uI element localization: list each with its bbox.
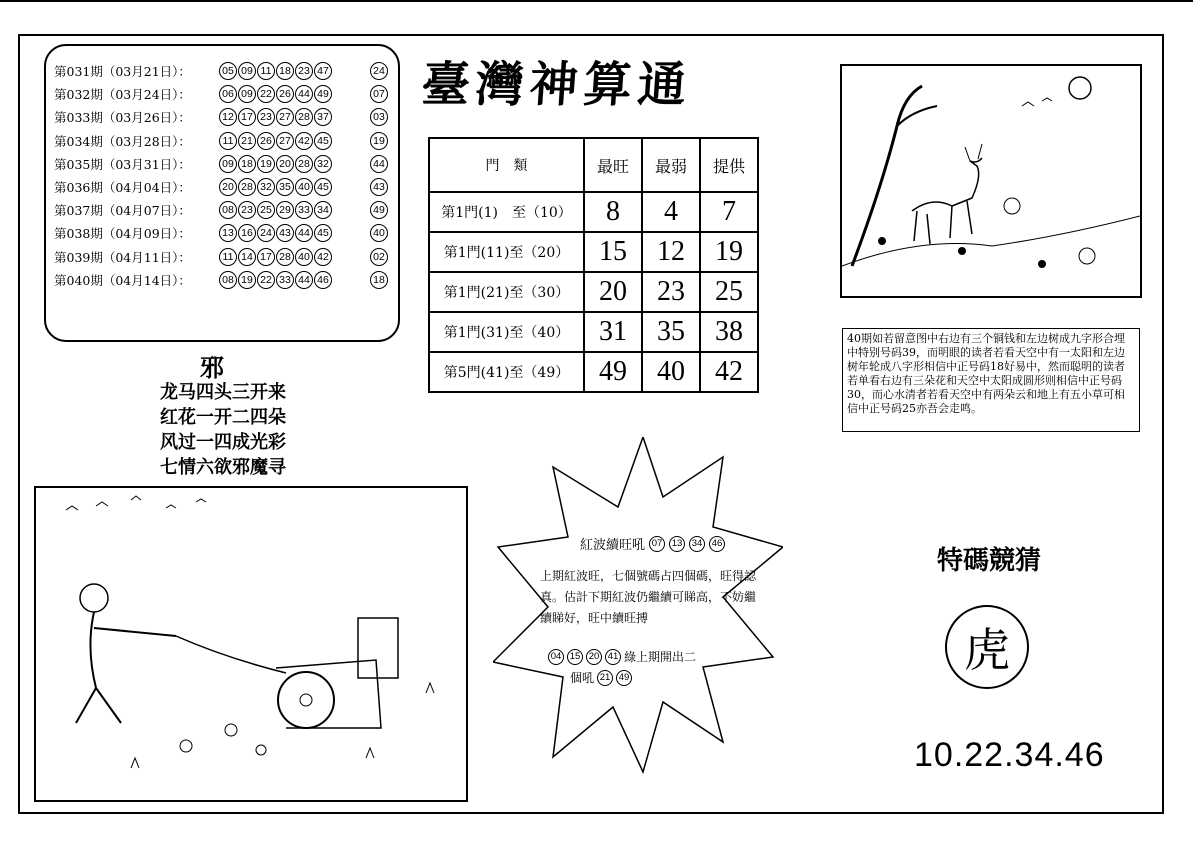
history-label: 第032期（03月24日）： bbox=[54, 87, 191, 103]
header-category: 門 類 bbox=[429, 138, 584, 192]
row-category: 第1門(31)至（40） bbox=[429, 312, 584, 352]
history-balls bbox=[219, 108, 332, 126]
burst-balls-line1 bbox=[548, 648, 696, 665]
special-ball: 43 bbox=[370, 178, 388, 196]
ball: 20 bbox=[276, 155, 294, 173]
poem-line: 风过一四成光彩 bbox=[160, 432, 286, 453]
ball: 41 bbox=[605, 649, 621, 665]
ball: 11 bbox=[219, 248, 237, 266]
ball: 21 bbox=[597, 670, 613, 686]
title-ball: 13 bbox=[669, 536, 685, 552]
history-balls bbox=[219, 85, 332, 103]
special-ball: 40 bbox=[370, 224, 388, 242]
ball: 17 bbox=[257, 248, 275, 266]
ball: 44 bbox=[295, 85, 313, 103]
ball: 32 bbox=[257, 178, 275, 196]
ball: 08 bbox=[219, 271, 237, 289]
row-provided: 42 bbox=[700, 352, 758, 392]
ball: 09 bbox=[219, 155, 237, 173]
history-label: 第038期（04月09日）： bbox=[54, 226, 191, 242]
row-coldest: 12 bbox=[642, 232, 700, 272]
history-balls bbox=[219, 201, 332, 219]
row-category: 第1門(11)至（20） bbox=[429, 232, 584, 272]
ball: 45 bbox=[314, 224, 332, 242]
ball: 49 bbox=[616, 670, 632, 686]
history-row bbox=[54, 246, 394, 268]
special-guess-title: 特碼競猜 bbox=[937, 546, 1042, 576]
header-hottest: 最旺 bbox=[584, 138, 642, 192]
table-row bbox=[429, 312, 758, 352]
history-label: 第031期（03月21日）： bbox=[54, 64, 191, 79]
farmer-cart-icon bbox=[36, 488, 466, 800]
ball: 28 bbox=[238, 178, 256, 196]
special-ball: 44 bbox=[370, 155, 388, 173]
ball: 23 bbox=[295, 62, 313, 80]
ball: 44 bbox=[295, 271, 313, 289]
history-label: 第040期（04月14日）： bbox=[54, 272, 191, 288]
ball: 42 bbox=[295, 132, 313, 150]
header-provided: 提供 bbox=[700, 138, 758, 192]
ball: 17 bbox=[238, 108, 256, 126]
history-label: 第036期（04月04日）： bbox=[54, 180, 191, 195]
special-ball: 18 bbox=[370, 271, 388, 289]
ball: 26 bbox=[276, 85, 294, 103]
history-row bbox=[54, 60, 394, 82]
ball: 23 bbox=[238, 201, 256, 219]
burst-title-text: 紅波續旺吼 bbox=[580, 538, 646, 553]
row-coldest: 23 bbox=[642, 272, 700, 312]
ball: 29 bbox=[276, 201, 294, 219]
ball: 45 bbox=[314, 132, 332, 150]
special-ball: 07 bbox=[370, 85, 388, 103]
ball: 11 bbox=[219, 132, 237, 150]
history-balls bbox=[219, 132, 332, 150]
burst-balls-line2 bbox=[570, 669, 632, 686]
guess-numbers: 10.22.34.46 bbox=[914, 736, 1105, 774]
special-ball: 19 bbox=[370, 132, 388, 150]
ball: 13 bbox=[219, 224, 237, 242]
row-category: 第5門(41)至（49） bbox=[429, 352, 584, 392]
title-ball: 07 bbox=[649, 536, 665, 552]
ball: 22 bbox=[257, 85, 275, 103]
burst-text: 上期紅波旺，七個號碼占四個碼，旺得認真。估計下期紅波仍繼續可睇高，不妨繼續睇好，旺中續旺搏 bbox=[540, 569, 757, 625]
ball: 33 bbox=[276, 271, 294, 289]
ball: 20 bbox=[219, 178, 237, 196]
ball: 18 bbox=[238, 155, 256, 173]
row-provided: 7 bbox=[700, 192, 758, 232]
history-label: 第034期（03月28日）： bbox=[54, 133, 191, 149]
table-header-row bbox=[429, 138, 758, 192]
ball: 20 bbox=[586, 649, 602, 665]
ball: 08 bbox=[219, 201, 237, 219]
burst-before2: 個吼 bbox=[570, 671, 595, 685]
page-title: 臺灣神算通 bbox=[419, 57, 694, 113]
history-row bbox=[54, 176, 394, 198]
ball: 42 bbox=[314, 248, 332, 266]
row-hottest: 31 bbox=[584, 312, 642, 352]
row-coldest: 40 bbox=[642, 352, 700, 392]
row-provided: 25 bbox=[700, 272, 758, 312]
deer-scene-icon bbox=[842, 66, 1140, 296]
history-balls bbox=[219, 155, 332, 173]
ball: 26 bbox=[257, 132, 275, 150]
poem-line: 红花一开二四朵 bbox=[160, 407, 286, 428]
row-provided: 19 bbox=[700, 232, 758, 272]
ball: 27 bbox=[276, 132, 294, 150]
ball: 05 bbox=[219, 62, 237, 80]
special-ball: 03 bbox=[370, 108, 388, 126]
ball: 46 bbox=[314, 271, 332, 289]
title-ball: 46 bbox=[709, 536, 725, 552]
burst-title bbox=[580, 534, 725, 553]
ball: 49 bbox=[314, 85, 332, 103]
special-ball: 24 bbox=[370, 62, 388, 80]
ball: 06 bbox=[219, 85, 237, 103]
ball: 09 bbox=[238, 85, 256, 103]
ball: 22 bbox=[257, 271, 275, 289]
history-label: 第033期（03月26日）： bbox=[54, 110, 191, 126]
history-row bbox=[54, 269, 394, 291]
poem-line: 七情六欲邪魔寻 bbox=[160, 457, 286, 478]
ball: 28 bbox=[276, 248, 294, 266]
ball: 45 bbox=[314, 178, 332, 196]
farmer-illustration bbox=[34, 486, 468, 802]
deer-illustration bbox=[840, 64, 1142, 298]
history-row bbox=[54, 130, 394, 152]
ball: 47 bbox=[314, 62, 332, 80]
ball: 12 bbox=[219, 108, 237, 126]
poem bbox=[160, 380, 286, 480]
ball: 11 bbox=[257, 62, 275, 80]
poem-line: 龙马四头三开来 bbox=[160, 382, 286, 403]
history-row bbox=[54, 106, 394, 128]
title-ball: 34 bbox=[689, 536, 705, 552]
row-provided: 38 bbox=[700, 312, 758, 352]
history-row bbox=[54, 83, 394, 105]
ball: 16 bbox=[238, 224, 256, 242]
ball: 34 bbox=[314, 201, 332, 219]
ball: 18 bbox=[276, 62, 294, 80]
history-balls bbox=[219, 224, 332, 242]
ball: 37 bbox=[314, 108, 332, 126]
zodiac-animal: 虎 bbox=[945, 605, 1029, 689]
ball: 19 bbox=[238, 271, 256, 289]
draw-history-box bbox=[44, 44, 400, 342]
history-balls bbox=[219, 271, 332, 289]
row-coldest: 35 bbox=[642, 312, 700, 352]
ball: 14 bbox=[238, 248, 256, 266]
special-ball: 02 bbox=[370, 248, 388, 266]
ball: 40 bbox=[295, 248, 313, 266]
ball: 43 bbox=[276, 224, 294, 242]
history-balls bbox=[219, 62, 332, 80]
row-hottest: 49 bbox=[584, 352, 642, 392]
hint-note: 40期如若留意图中右边有三个铜钱和左边树成九字形合埋中特别号码39，而明眼的读者若看天空中有一太阳和左边树年轮成八字形相信中正号码18好易中，然而聪明的读者若单看右边有三朵花和天空中太阳成圆形则相信中正号码30，而心水清者若看天空中有两朵云和地上有五小草可相信中正号码25亦吾会走鸣。 bbox=[842, 328, 1140, 432]
poem-title: 邪 bbox=[200, 353, 224, 382]
row-hottest: 20 bbox=[584, 272, 642, 312]
ball: 19 bbox=[257, 155, 275, 173]
table-row bbox=[429, 352, 758, 392]
top-rule bbox=[0, 0, 1193, 2]
history-row bbox=[54, 222, 394, 244]
table-row bbox=[429, 192, 758, 232]
ball: 25 bbox=[257, 201, 275, 219]
history-row bbox=[54, 153, 394, 175]
history-balls bbox=[219, 248, 332, 266]
ball: 32 bbox=[314, 155, 332, 173]
special-ball: 49 bbox=[370, 201, 388, 219]
ball: 15 bbox=[567, 649, 583, 665]
gates-table bbox=[428, 137, 759, 393]
ball: 23 bbox=[257, 108, 275, 126]
history-row bbox=[54, 199, 394, 221]
ball: 04 bbox=[548, 649, 564, 665]
ball: 33 bbox=[295, 201, 313, 219]
ball: 27 bbox=[276, 108, 294, 126]
row-coldest: 4 bbox=[642, 192, 700, 232]
row-category: 第1門(1) 至（10） bbox=[429, 192, 584, 232]
history-label: 第035期（03月31日）： bbox=[54, 156, 191, 172]
ball: 35 bbox=[276, 178, 294, 196]
table-row bbox=[429, 272, 758, 312]
history-label: 第037期（04月07日）： bbox=[54, 203, 191, 219]
ball: 28 bbox=[295, 108, 313, 126]
row-category: 第1門(21)至（30） bbox=[429, 272, 584, 312]
ball: 24 bbox=[257, 224, 275, 242]
history-balls bbox=[219, 178, 332, 196]
ball: 21 bbox=[238, 132, 256, 150]
ball: 44 bbox=[295, 224, 313, 242]
ball: 09 bbox=[238, 62, 256, 80]
burst-after1: 綠上期開出二 bbox=[624, 650, 697, 664]
ball: 28 bbox=[295, 155, 313, 173]
header-coldest: 最弱 bbox=[642, 138, 700, 192]
table-row bbox=[429, 232, 758, 272]
row-hottest: 8 bbox=[584, 192, 642, 232]
row-hottest: 15 bbox=[584, 232, 642, 272]
ball: 40 bbox=[295, 178, 313, 196]
history-label: 第039期（04月11日）： bbox=[54, 249, 191, 265]
